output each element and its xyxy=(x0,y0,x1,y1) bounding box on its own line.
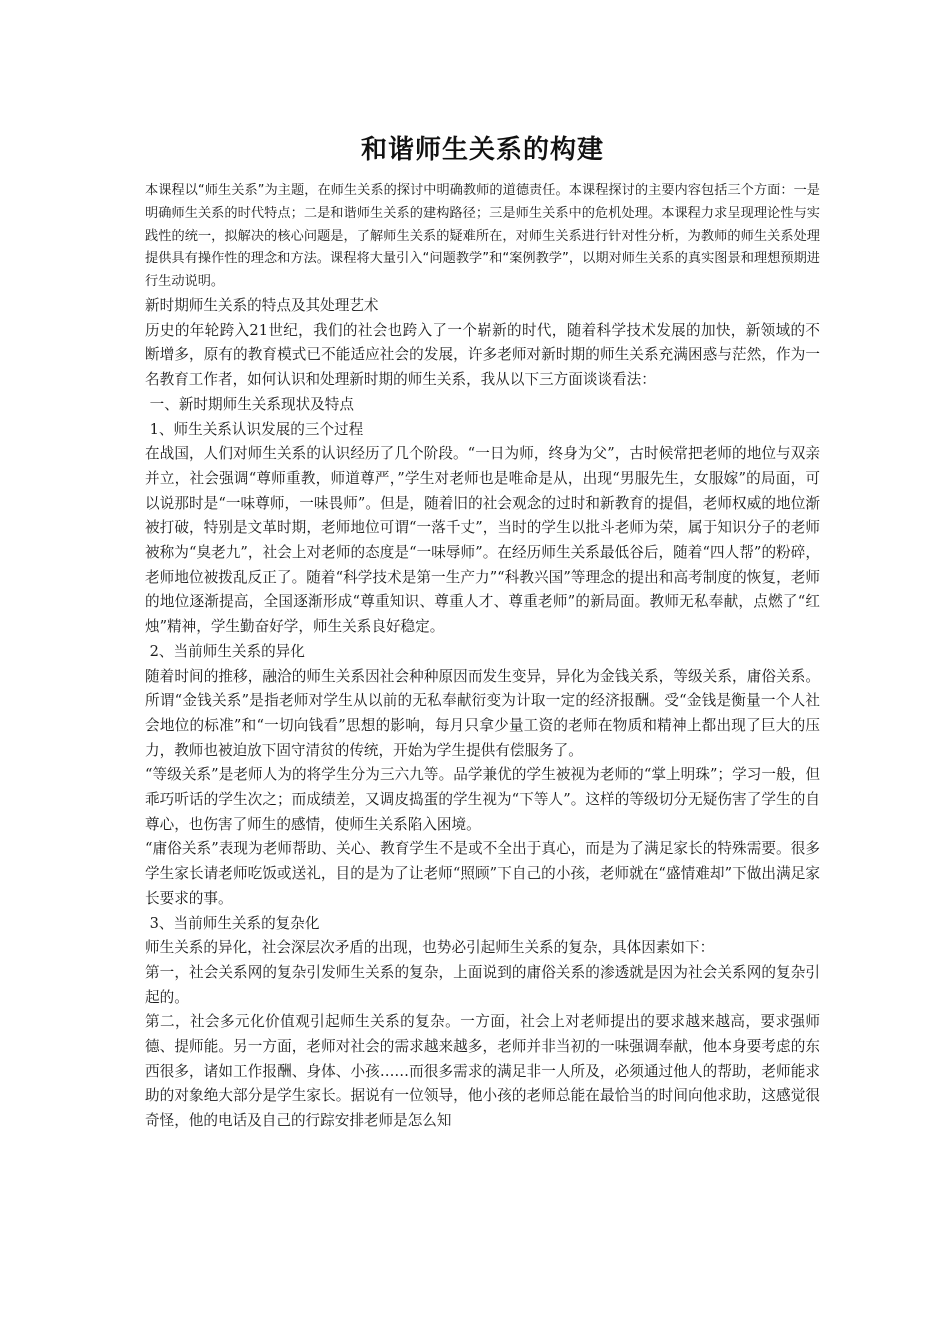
paragraph: 第二，社会多元化价值观引起师生关系的复杂。一方面，社会上对老师提出的要求越来越高，要求强师德、提师能。另一方面，老师对社会的需求越来越多，老师并非当初的一味强调奉献，他本身要考虑的东西很多，诸如工作报酬、身体、小孩……而很多需求的满足非一人所及，必须通过他人的帮助，老师能求助的对象绝大部分是学生家长。据说有一位领导，他小孩的老师总能在最恰当的时间向他求助，这感觉很奇怪，他的电话及自己的行踪安排老师是怎么知 xyxy=(145,1013,820,1130)
intro-paragraph: 历史的年轮跨入21世纪，我们的社会也跨入了一个崭新的时代，随着科学技术发展的加快，新领域的不断增多，原有的教育模式已不能适应社会的发展，许多老师对新时期的师生关系充满困惑与茫然，作为一名教育工作者，如何认识和处理新时期的师生关系，我从以下三方面谈谈看法： xyxy=(145,321,820,389)
paragraph: 师生关系的异化，社会深层次矛盾的出现，也势必引起师生关系的复杂，具体因素如下： xyxy=(145,939,715,957)
document-content xyxy=(145,130,820,1134)
paragraph: 随着时间的推移，融洽的师生关系因社会种种原因而发生变异，异化为金钱关系，等级关系，庸俗关系。所谓“金钱关系”是指老师对学生从以前的无私奉献衍变为计取一定的经济报酬。受“金钱是衡量一个人社会地位的标准”和“一切向钱看”思想的影响，每月只拿少量工资的老师在物质和精神上都出现了巨大的压力，教师也被迫放下固守清贫的传统，开始为学生提供有偿服务了。 xyxy=(145,667,820,759)
paragraph: 第一，社会关系网的复杂引发师生关系的复杂，上面说到的庸俗关系的渗透就是因为社会关系网的复杂引起的。 xyxy=(145,963,820,1006)
subsection-heading-1: 1、师生关系认识发展的三个过程 xyxy=(145,420,364,438)
subsection-heading-2: 2、当前师生关系的异化 xyxy=(145,642,305,660)
document-title: 和谐师生关系的构建 xyxy=(360,135,604,165)
paragraph: “等级关系”是老师人为的将学生分为三六九等。品学兼优的学生被视为老师的“掌上明珠”；学习一般，但乖巧听话的学生次之；而成绩差，又调皮捣蛋的学生视为“下等人”。这样的等级切分无疑伤害了学生的自尊心，也伤害了师生的感情，使师生关系陷入困境。 xyxy=(145,766,820,833)
paragraph: 在战国，人们对师生关系的认识经历了几个阶段。“一日为师，终身为父”，古时候常把老师的地位与双亲并立，社会强调“尊师重教，师道尊严，”学生对老师也是唯命是从，出现“男服先生，女服嫁”的局面，可以说那时是“一味尊师，一味畏师”。但是，随着旧的社会观念的过时和新教育的提倡，老师权威的地位渐被打破，特别是文革时期，老师地位可谓“一落千丈”，当时的学生以批斗老师为荣，属于知识分子的老师被称为“臭老九”，社会上对老师的态度是“一味辱师”。在经历师生关系最低谷后，随着“四人帮”的粉碎，老师地位被拨乱反正了。随着“科学技术是第一生产力”“科教兴国”等理念的提出和高考制度的恢复，老师的地位逐渐提高，全国逐渐形成“尊重知识、尊重人才、尊重老师”的新局面。教师无私奉献，点燃了“红烛”精神，学生勤奋好学，师生关系良好稳定。 xyxy=(145,445,820,636)
paragraph: “庸俗关系”表现为老师帮助、关心、教育学生不是或不全出于真心，而是为了满足家长的特殊需要。很多学生家长请老师吃饭或送礼，目的是为了让老师“照顾”下自己的小孩，老师就在“盛情难却”下做出满足家长要求的事。 xyxy=(145,840,820,907)
section-heading-1: 一、新时期师生关系现状及特点 xyxy=(145,395,354,413)
section-subtitle: 新时期师生关系的特点及其处理艺术 xyxy=(145,296,379,314)
abstract-paragraph: 本课程以“师生关系”为主题，在师生关系的探讨中明确教师的道德责任。本课程探讨的主要内容包括三个方面：一是明确师生关系的时代特点；二是和谐师生关系的建构路径；三是师生关系中的危机处理。本课程力求呈现理论性与实践性的统一，拟解决的核心问题是，了解师生关系的疑难所在，对师生关系进行针对性分析，为教师的师生关系处理提供具有操作性的理念和方法。课程将大量引入“问题教学”和“案例教学”，以期对师生关系的真实图景和理想预期进行生动说明。 xyxy=(145,183,820,290)
subsection-heading-3: 3、当前师生关系的复杂化 xyxy=(145,914,320,932)
